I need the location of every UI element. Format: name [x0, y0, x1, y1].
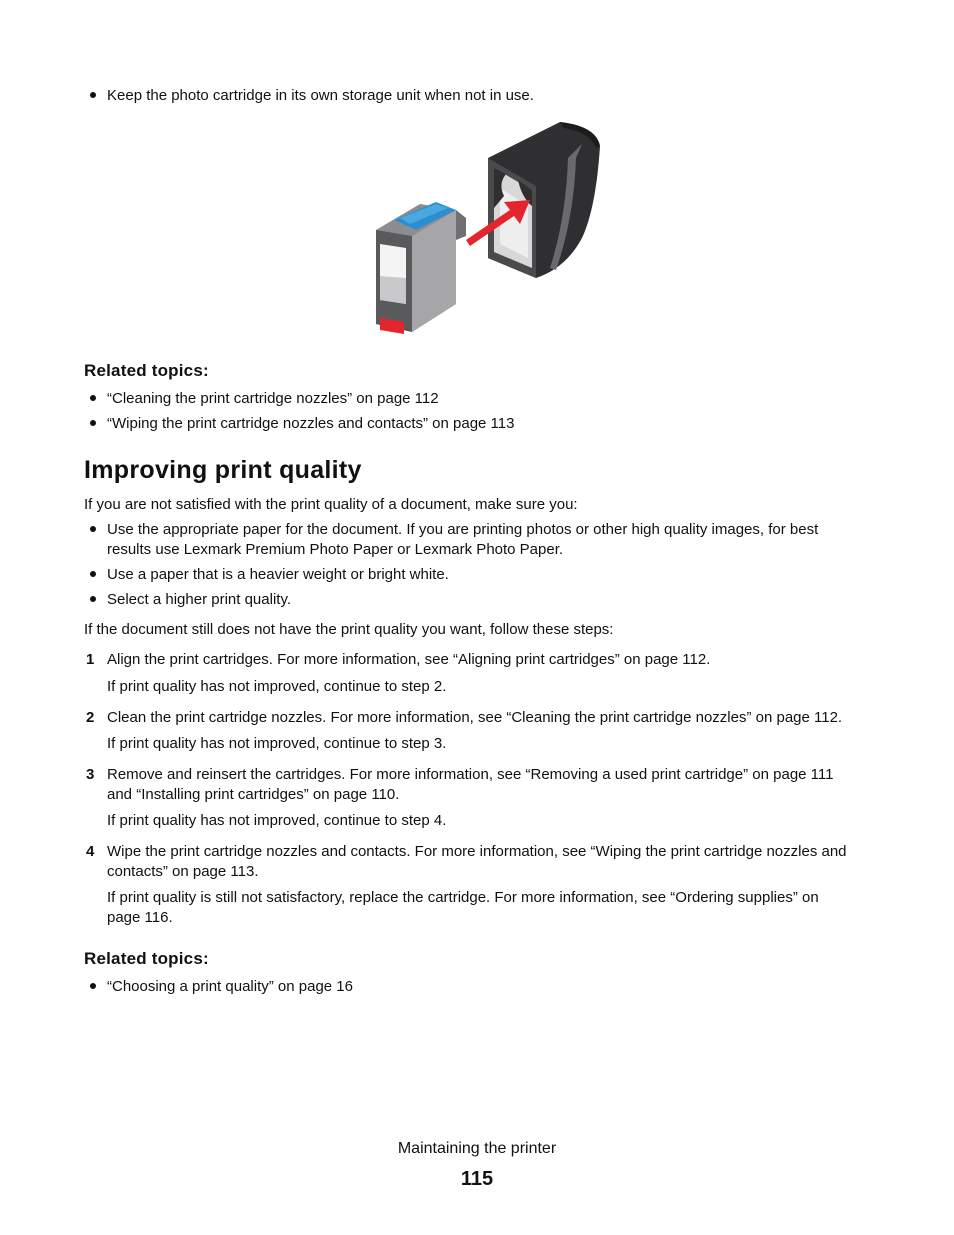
bullet-dot: [90, 420, 96, 426]
step-note: If print quality is still not satisfactory, replace the cartridge. For more information, see “Ordering supplies” on: [107, 889, 819, 906]
related-topics-heading: Related topics:: [84, 361, 209, 380]
step-number: 3: [86, 766, 95, 783]
footer-chapter: Maintaining the printer: [397, 1140, 557, 1157]
step-number: 2: [86, 709, 95, 726]
related-link[interactable]: “Choosing a print quality” on page 16: [107, 978, 353, 995]
step-number: 1: [86, 651, 95, 668]
steps-intro: If the document still does not have the print quality you want, follow these steps:: [84, 621, 614, 638]
related-topics-heading: Related topics:: [84, 949, 209, 968]
step-note: If print quality has not improved, continue to step 4.: [107, 812, 447, 829]
bullet-dot: [90, 526, 96, 532]
page-number: 115: [460, 1168, 494, 1190]
list-item: Select a higher print quality.: [107, 591, 291, 608]
list-item: Use a paper that is a heavier weight or bright white.: [107, 566, 449, 583]
step-text: Clean the print cartridge nozzles. For more information, see “Cleaning the print cartridge nozzles” on page 112.: [107, 709, 843, 726]
bullet-dot: [90, 983, 96, 989]
step-text-continued: and “Installing print cartridges” on page 110.: [107, 786, 400, 803]
step-text: Wipe the print cartridge nozzles and contacts. For more information, see “Wiping the print cartridge nozzles and: [107, 843, 847, 860]
top-bullet-text: Keep the photo cartridge in its own storage unit when not in use.: [107, 87, 534, 104]
bullet-dot: [90, 571, 96, 577]
bullet-dot: [90, 596, 96, 602]
step-note-continued: page 116.: [107, 909, 173, 926]
print-cartridge-icon: [376, 202, 466, 334]
related-link[interactable]: “Cleaning the print cartridge nozzles” on page 112: [107, 390, 439, 407]
cartridge-storage-illustration: [360, 118, 610, 340]
list-item: Use the appropriate paper for the document. If you are printing photos or other high quality images, for best: [107, 521, 819, 538]
step-note: If print quality has not improved, continue to step 3.: [107, 735, 447, 752]
step-number: 4: [86, 843, 95, 860]
section-title: Improving print quality: [84, 456, 362, 484]
bullet-dot: [90, 92, 96, 98]
step-note: If print quality has not improved, continue to step 2.: [107, 678, 447, 695]
step-text: Remove and reinsert the cartridges. For more information, see “Removing a used print cartridge” on page 111: [107, 766, 834, 783]
section-intro: If you are not satisfied with the print quality of a document, make sure you:: [84, 496, 578, 513]
bullet-dot: [90, 395, 96, 401]
step-text: Align the print cartridges. For more information, see “Aligning print cartridges” on page 112.: [107, 651, 711, 668]
list-item-continued: results use Lexmark Premium Photo Paper or Lexmark Photo Paper.: [107, 541, 564, 558]
storage-unit-icon: [488, 122, 600, 278]
step-text-continued: contacts” on page 113.: [107, 863, 259, 880]
related-link[interactable]: “Wiping the print cartridge nozzles and contacts” on page 113: [107, 415, 515, 432]
